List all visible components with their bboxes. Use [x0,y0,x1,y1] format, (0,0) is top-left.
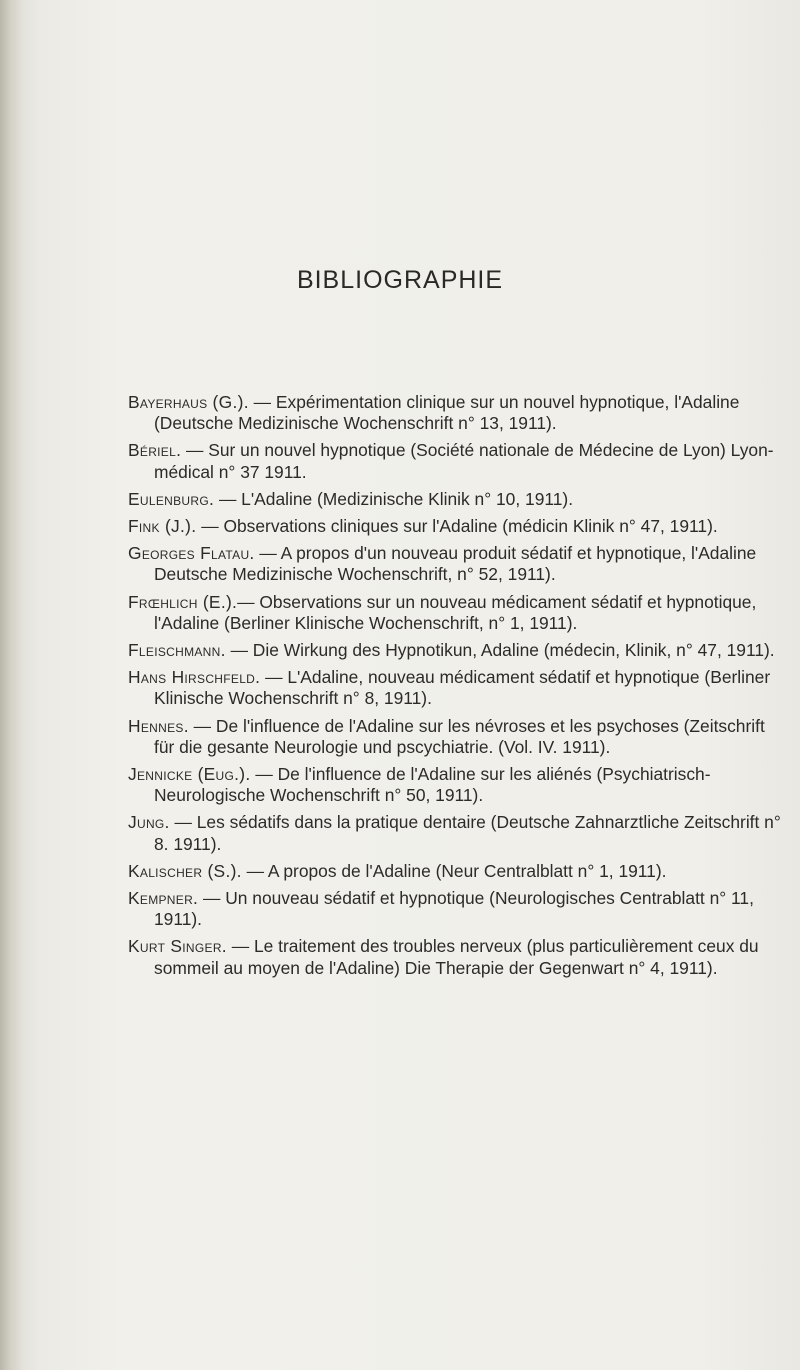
entry-author: Jennicke (Eug.). [128,764,251,785]
entry-author: Kempner. [128,888,199,909]
entry-text: — Un nouveau sédatif et hypnotique (Neurologisches Centrablatt n° 11, 1911). [154,888,754,930]
entry-author: Hans Hirschfeld. [128,667,261,688]
page-title: BIBLIOGRAPHIE [296,266,504,294]
entry-text: — De l'influence de l'Adaline sur les névroses et les psychoses (Zeitschrift für die gesante Neurologie und pscychiatrie. (Vol. IV. 1911). [154,715,765,757]
entry-author: Bériel. [128,440,182,461]
bibliography-entry [128,640,783,661]
entry-author: Georges Flatau. [128,543,255,564]
entry-author: Hennes. [128,715,189,736]
bibliography-entry [128,543,783,585]
bibliography-entry [128,861,783,882]
entry-text: — A propos d'un nouveau produit sédatif et hypnotique, l'Adaline Deutsche Medizinische Wochenschrift, n° 52, 1911). [154,543,757,585]
entry-author: Fleischmann. [128,640,226,661]
bibliography-entry [128,516,783,537]
bibliography-entry [128,440,783,482]
bibliography-entry [128,716,783,758]
entry-author: Fink (J.). [128,516,197,537]
entry-author: Kurt Singer. [128,936,227,957]
entry-text: — Sur un nouvel hypnotique (Société nationale de Médecine de Lyon) Lyon-médical n° 37 1911. [154,440,774,482]
bibliography-list [128,392,783,985]
entry-text: — L'Adaline (Medizinische Klinik n° 10, 1911). [214,488,574,509]
entry-text: — A propos de l'Adaline (Neur Centralblatt n° 1, 1911). [241,860,667,881]
bibliography-entry [128,489,783,510]
entry-author: Jung. [128,812,170,833]
entry-text: — Le traitement des troubles nerveux (plus particulièrement ceux du sommeil au moyen de l'Adaline) Die Therapie der Gegenwart n° 4, 1911). [154,936,759,978]
entry-text: — Observations sur un nouveau médicament sédatif et hypnotique, l'Adaline (Berliner Klinische Wochenschrift, n° 1, 1911). [154,591,757,633]
bibliography-entry [128,667,783,709]
bibliography-entry [128,592,783,634]
entry-text: — Les sédatifs dans la pratique dentaire (Deutsche Zahnarztliche Zeitschrift n° 8. 1911). [154,812,781,854]
entry-author: Bayerhaus (G.). [128,392,249,412]
bibliography-entry [128,764,783,806]
entry-text: — Die Wirkung des Hypnotikun, Adaline (médecin, Klinik, n° 47, 1911). [225,640,775,661]
entry-text: — L'Adaline, nouveau médicament sédatif et hypnotique (Berliner Klinische Wochenschrift n° 8, 1911). [154,667,771,709]
bibliography-entry [128,392,783,434]
entry-text: — Expérimentation clinique sur un nouvel hypnotique, l'Adaline (Deutsche Medizinische Wochenschrift n° 13, 1911). [154,392,740,434]
entry-author: Eulenburg. [128,488,215,509]
page-binding-shadow [0,0,22,1370]
bibliography-entry [128,936,783,978]
bibliography-entry [128,888,783,930]
entry-text: — De l'influence de l'Adaline sur les aliénés (Psychiatrisch-Neurologische Wochenschrift n° 50, 1911). [154,764,711,806]
bibliography-entry [128,812,783,854]
entry-author: Kalischer (S.). [128,860,242,881]
entry-author: Frœhlich (E.). [128,591,238,612]
entry-text: — Observations cliniques sur l'Adaline (médicin Klinik n° 47, 1911). [196,516,718,537]
